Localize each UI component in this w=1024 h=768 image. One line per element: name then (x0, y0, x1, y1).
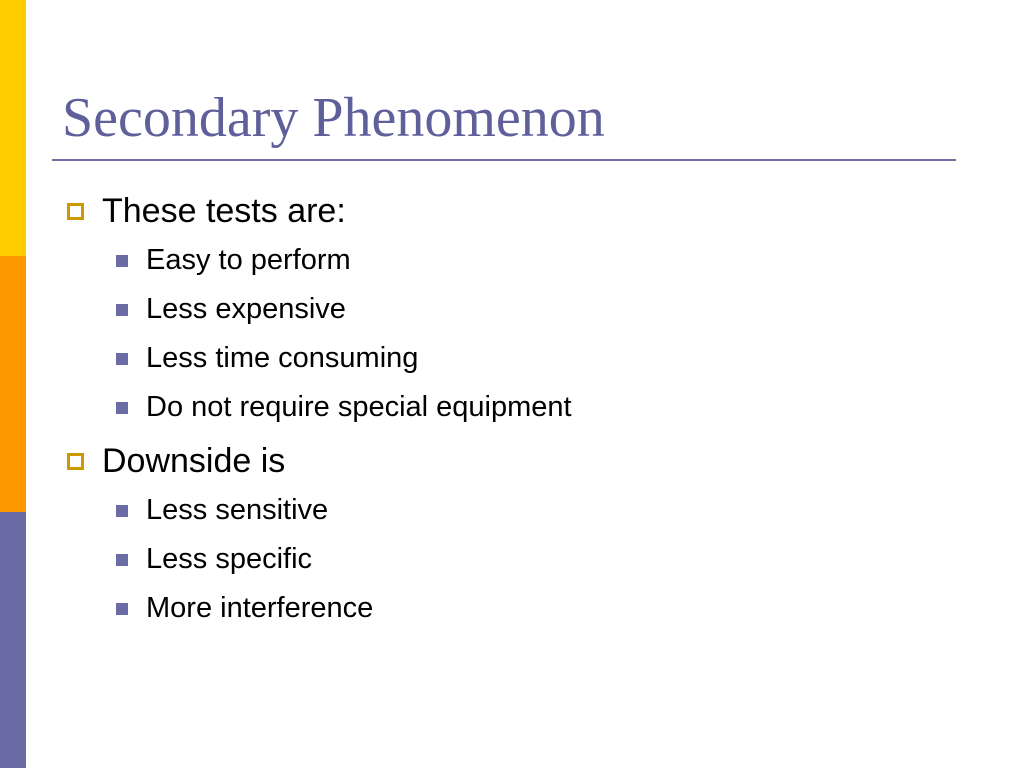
sub-list-tests (62, 236, 942, 432)
sub-bullet-text: Less time consuming (146, 342, 419, 374)
sub-bullet-text: Less expensive (146, 293, 346, 325)
sub-bullet-item (62, 486, 942, 535)
sub-list-container (62, 236, 942, 432)
sub-bullet-text: More interference (146, 592, 374, 624)
side-bar-purple (0, 512, 26, 768)
sub-list-downside (62, 486, 942, 633)
filled-square-icon (116, 402, 128, 414)
sub-bullet-item (62, 334, 942, 383)
sub-bullet-item (62, 535, 942, 584)
sub-bullet-text: Easy to perform (146, 244, 351, 276)
bullet-heading-downside: Downside is (102, 442, 286, 480)
sub-bullet-item (62, 285, 942, 334)
filled-square-icon (116, 353, 128, 365)
filled-square-icon (116, 255, 128, 267)
title-underline (52, 159, 956, 161)
bullet-item-level-1 (62, 186, 942, 236)
sub-bullet-text: Less specific (146, 543, 313, 575)
filled-square-icon (116, 554, 128, 566)
sub-list-container (62, 486, 942, 633)
sub-bullet-item (62, 584, 942, 633)
sub-bullet-item (62, 383, 942, 432)
sub-bullet-item (62, 236, 942, 285)
slide-content (62, 186, 942, 637)
hollow-square-icon (67, 203, 84, 220)
filled-square-icon (116, 603, 128, 615)
hollow-square-icon (67, 453, 84, 470)
filled-square-icon (116, 304, 128, 316)
sub-bullet-text: Do not require special equipment (146, 391, 572, 423)
slide-title: Secondary Phenomenon (62, 87, 605, 149)
filled-square-icon (116, 505, 128, 517)
sub-bullet-text: Less sensitive (146, 494, 329, 526)
side-bar-orange (0, 256, 26, 512)
bullet-heading-tests: These tests are: (102, 192, 346, 230)
side-bar-yellow (0, 0, 26, 256)
bullet-item-level-1 (62, 436, 942, 486)
